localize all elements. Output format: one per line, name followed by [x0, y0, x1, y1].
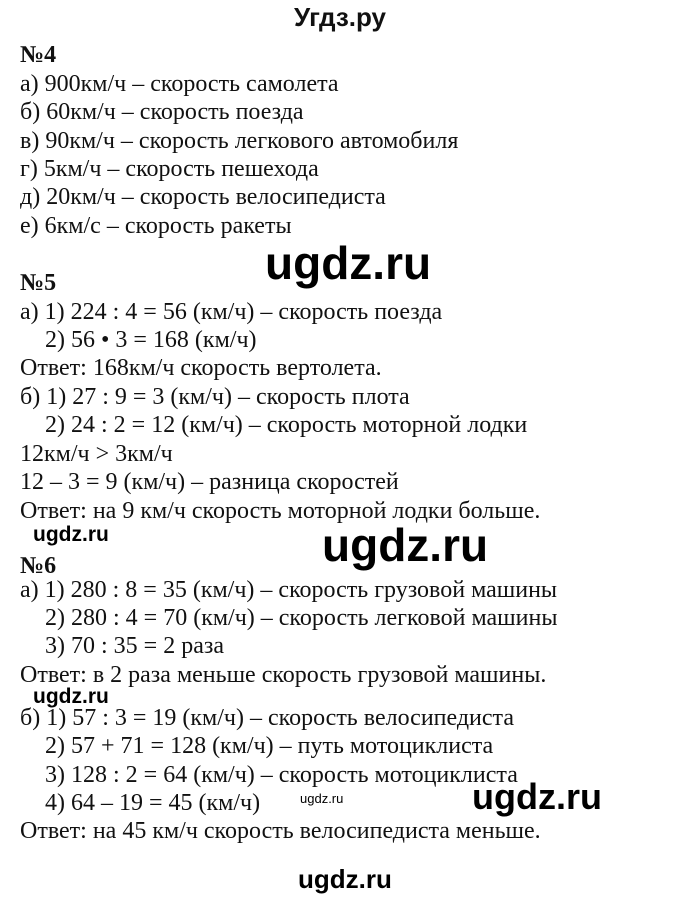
task6-line: 2) 57 + 71 = 128 (км/ч) – путь мотоциклиста	[45, 733, 494, 759]
task4-line: б) 60км/ч – скорость поезда	[20, 99, 304, 125]
watermark: ugdz.ru	[33, 523, 109, 546]
task4-line: в) 90км/ч – скорость легкового автомобиля	[20, 128, 459, 154]
task5-line: 2) 56 • 3 = 168 (км/ч)	[45, 327, 257, 353]
task4-heading: №4	[20, 42, 57, 68]
watermark: ugdz.ru	[472, 776, 602, 817]
task6-line: 4) 64 – 19 = 45 (км/ч)	[45, 790, 261, 816]
task4-line: е) 6км/с – скорость ракеты	[20, 213, 292, 239]
task6-line: 3) 128 : 2 = 64 (км/ч) – скорость мотоциклиста	[45, 762, 518, 788]
task5-line: а) 1) 224 : 4 = 56 (км/ч) – скорость поезда	[20, 299, 443, 325]
watermark: ugdz.ru	[300, 791, 344, 806]
task5-answer: Ответ: на 9 км/ч скорость моторной лодки больше.	[20, 498, 541, 524]
task5-line: 2) 24 : 2 = 12 (км/ч) – скорость моторной лодки	[45, 412, 528, 438]
task4-line: г) 5км/ч – скорость пешехода	[20, 156, 319, 182]
task5-line: 12км/ч > 3км/ч	[20, 441, 173, 467]
watermark: ugdz.ru	[265, 237, 432, 289]
task5-answer: Ответ: 168км/ч скорость вертолета.	[20, 355, 382, 381]
task6-line: 3) 70 : 35 = 2 раза	[45, 633, 224, 659]
task4-line: а) 900км/ч – скорость самолета	[20, 71, 339, 97]
watermark: ugdz.ru	[298, 864, 392, 894]
task5-line: б) 1) 27 : 9 = 3 (км/ч) – скорость плота	[20, 384, 410, 410]
task6-heading: №6	[20, 553, 57, 579]
task6-line: б) 1) 57 : 3 = 19 (км/ч) – скорость велосипедиста	[20, 705, 514, 731]
task5-line: 12 – 3 = 9 (км/ч) – разница скоростей	[20, 469, 399, 495]
watermark: ugdz.ru	[33, 685, 109, 708]
task4-line: д) 20км/ч – скорость велосипедиста	[20, 184, 386, 210]
watermark: ugdz.ru	[322, 519, 489, 571]
task6-answer: Ответ: в 2 раза меньше скорость грузовой машины.	[20, 662, 547, 688]
task5-heading: №5	[20, 270, 57, 296]
task6-line: 2) 280 : 4 = 70 (км/ч) – скорость легковой машины	[45, 605, 558, 631]
task6-line: а) 1) 280 : 8 = 35 (км/ч) – скорость грузовой машины	[20, 577, 558, 603]
task6-answer: Ответ: на 45 км/ч скорость велосипедиста меньше.	[20, 818, 541, 844]
page-title: Угдз.ру	[294, 2, 386, 32]
